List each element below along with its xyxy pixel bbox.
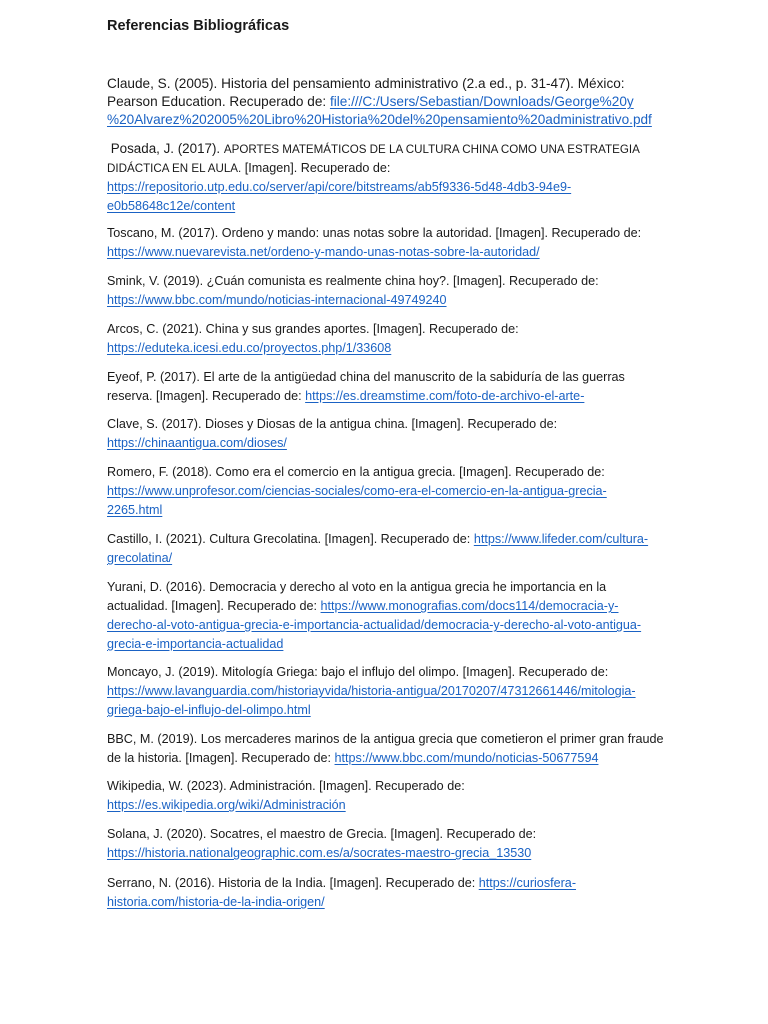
- reference-entry: [107, 825, 665, 863]
- reference-link[interactable]: https://curiosfera-: [478, 876, 577, 890]
- reference-entry: [107, 368, 665, 406]
- reference-link[interactable]: https://www.unprofesor.com/ciencias-sociales/como-era-el-comercio-en-la-antigua-grecia-: [107, 484, 607, 498]
- reference-entry: [107, 415, 665, 453]
- reference-text: Romero, F. (2018). Como era el comercio en la antigua grecia. [Imagen]. Recuperado de:: [107, 465, 605, 479]
- reference-link[interactable]: https://www.bbc.com/mundo/noticias-50677594: [334, 751, 599, 765]
- reference-link[interactable]: grecia-e-importancia-actualidad: [107, 637, 284, 651]
- reference-text: Wikipedia, W. (2023). Administración. [Imagen]. Recuperado de:: [107, 779, 465, 793]
- reference-link[interactable]: historia.com/historia-de-la-india-origen/: [107, 895, 325, 909]
- reference-link[interactable]: https://es.dreamstime.com/foto-de-archivo-el-arte-: [305, 389, 585, 403]
- reference-link[interactable]: derecho-al-voto-antigua-grecia-e-importancia-actualidad/democracia-y-derecho-al-voto-antigua-: [107, 618, 642, 632]
- reference-entry: [107, 224, 665, 262]
- reference-text: Yurani, D. (2016). Democracia y derecho al voto en la antigua grecia he importancia en la actualidad. [Imagen]. Recuperado de:: [107, 580, 607, 613]
- reference-link[interactable]: https://www.lavanguardia.com/historiayvida/historia-antigua/20170207/47312661446/mitologia-: [107, 684, 636, 698]
- reference-link[interactable]: grecolatina/: [107, 551, 173, 565]
- reference-text: Castillo, I. (2021). Cultura Grecolatina. [Imagen]. Recuperado de:: [107, 532, 474, 546]
- reference-link[interactable]: https://eduteka.icesi.edu.co/proyectos.php/1/33608: [107, 341, 392, 355]
- reference-entry: [107, 663, 665, 720]
- reference-entry: [107, 730, 665, 768]
- reference-link[interactable]: https://www.lifeder.com/cultura-: [473, 532, 649, 546]
- reference-link[interactable]: https://es.wikipedia.org/wiki/Administración: [107, 798, 346, 812]
- reference-link[interactable]: griega-bajo-el-influjo-del-olimpo.html: [107, 703, 311, 717]
- reference-link[interactable]: 2265.html: [107, 503, 163, 517]
- reference-link[interactable]: https://historia.nationalgeographic.com.es/a/socrates-maestro-grecia_13530: [107, 846, 532, 860]
- page-title: Referencias Bibliográficas: [107, 18, 290, 34]
- reference-text: Claude, S. (2005). Historia del pensamiento administrativo (2.a ed., p. 31-47). México: Pearson Education. Recuperado de:: [107, 76, 625, 109]
- reference-text: Solana, J. (2020). Socatres, el maestro de Grecia. [Imagen]. Recuperado de:: [107, 827, 537, 841]
- reference-link[interactable]: https://repositorio.utp.edu.co/server/api/core/bitstreams/ab5f9336-5d48-4db3-94e9-: [107, 180, 572, 194]
- reference-text: BBC, M. (2019). Los mercaderes marinos de la antigua grecia que cometieron el primer gran fraude de la historia. [Imagen]. Recuperado de:: [107, 732, 664, 765]
- reference-text: Smink, V. (2019). ¿Cuán comunista es realmente china hoy?. [Imagen]. Recuperado de:: [107, 274, 599, 288]
- reference-link[interactable]: https://www.nuevarevista.net/ordeno-y-mando-unas-notas-sobre-la-autoridad/: [107, 245, 540, 259]
- reference-text: Eyeof, P. (2017). El arte de la antigüedad china del manuscrito de la sabiduría de las guerras reserva. [Imagen]. Recuperado de:: [107, 370, 625, 403]
- reference-link[interactable]: file:///C:/Users/Sebastian/Downloads/George%20y: [329, 94, 634, 109]
- reference-entry: [107, 463, 665, 520]
- reference-entry: [107, 139, 665, 216]
- reference-text: Arcos, C. (2021). China y sus grandes aportes. [Imagen]. Recuperado de:: [107, 322, 519, 336]
- reference-entry: [107, 578, 665, 654]
- reference-link[interactable]: %20Alvarez%202005%20Libro%20Historia%20del%20pensamiento%20administrativo.pdf: [107, 112, 652, 127]
- reference-entry: [107, 272, 665, 310]
- reference-entry: [107, 530, 665, 568]
- reference-link[interactable]: https://www.bbc.com/mundo/noticias-internacional-49749240: [107, 293, 447, 307]
- reference-entry: [107, 777, 665, 815]
- reference-link[interactable]: https://www.monografias.com/docs114/democracia-y-: [320, 599, 619, 613]
- reference-link[interactable]: https://chinaantigua.com/dioses/: [107, 436, 287, 450]
- reference-text: Toscano, M. (2017). Ordeno y mando: unas notas sobre la autoridad. [Imagen]. Recuperado de:: [107, 226, 642, 240]
- reference-title: APORTES MATEMÁTICOS DE LA CULTURA CHINA COMO UNA ESTRATEGIA DIDÁCTICA EN EL AULA.: [107, 143, 640, 175]
- reference-entry: [107, 874, 665, 912]
- reference-text: Moncayo, J. (2019). Mitología Griega: bajo el influjo del olimpo. [Imagen]. Recuperado de:: [107, 665, 609, 679]
- reference-text: Clave, S. (2017). Dioses y Diosas de la antigua china. [Imagen]. Recuperado de:: [107, 417, 558, 431]
- reference-link[interactable]: e0b58648c12e/content: [107, 199, 236, 213]
- reference-entry: [107, 75, 665, 129]
- reference-text: [Imagen]. Recuperado de:: [241, 161, 391, 175]
- reference-entry: [107, 320, 665, 358]
- reference-author: Posada, J. (2017).: [107, 141, 224, 156]
- reference-text: Serrano, N. (2016). Historia de la India. [Imagen]. Recuperado de:: [107, 876, 479, 890]
